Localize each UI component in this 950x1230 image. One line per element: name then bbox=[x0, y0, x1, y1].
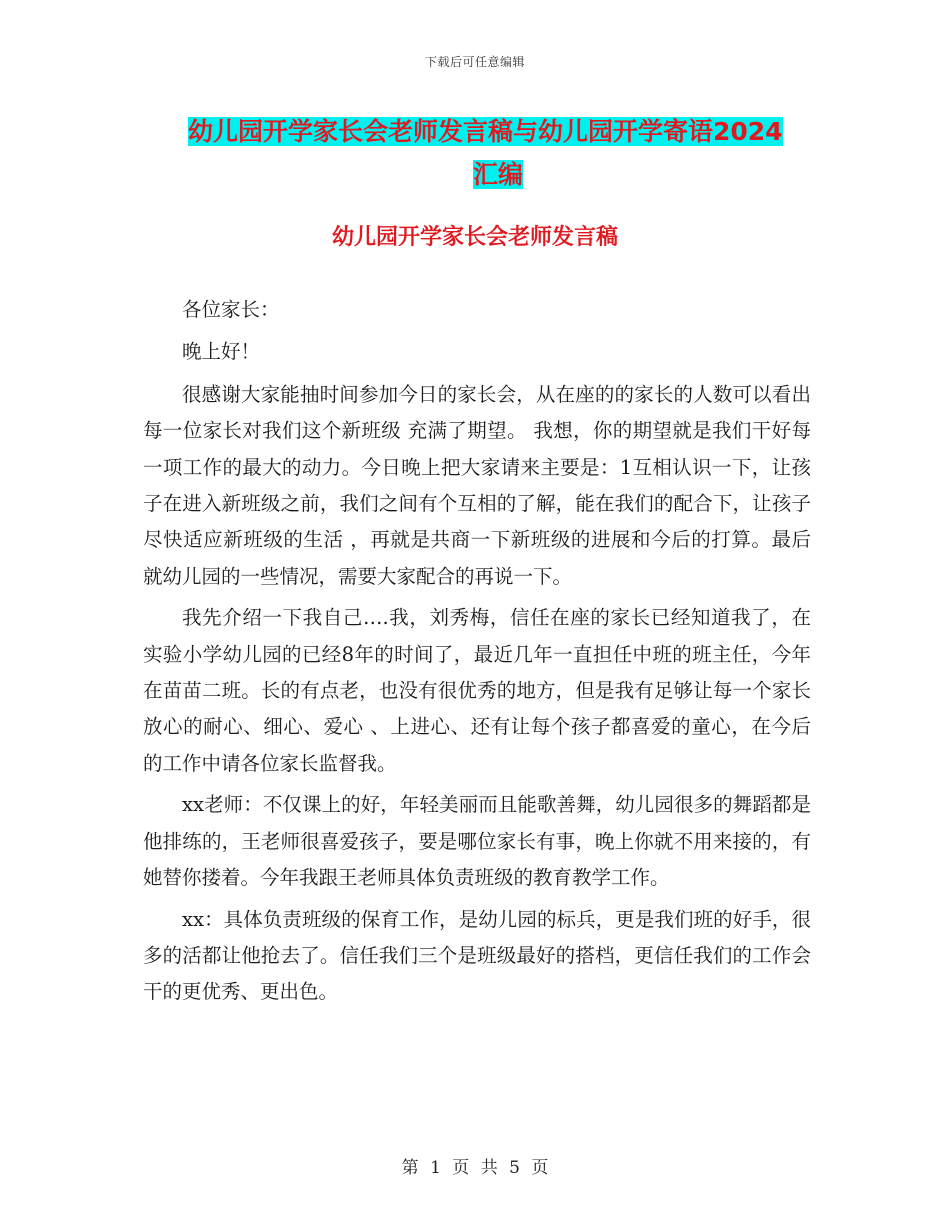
title-line-1: 幼儿园开学家长会老师发言稿与幼儿园开学寄语2024 bbox=[188, 117, 783, 146]
document-body bbox=[143, 292, 811, 1011]
header-note: 下载后可任意编辑 bbox=[424, 55, 525, 69]
document-title bbox=[188, 110, 808, 196]
page-footer: 第 1 页 共 5 页 bbox=[401, 1158, 549, 1178]
paragraph: xx老师：不仅课上的好，年轻美丽而且能歌善舞，幼儿园很多的舞蹈都是他排练的，王老师很喜爱孩子，要是哪位家长有事，晚上你就不用来接的，有她替你搂着。今年我跟王老师具体负责班级的教育教学工作。 bbox=[143, 793, 811, 890]
paragraph: 我先介绍一下我自己….我，刘秀梅，信任在座的家长已经知道我了，在实验小学幼儿园的已经8年的时间了，最近几年一直担任中班的班主任，今年在苗苗二班。长的有点老，也没有很优秀的地方，但是我有足够让每一个家长放心的耐心、细心、爱心 、上进心、还有让每个孩子都喜爱的童心，在今后的工作中请各位家长监督我。 bbox=[143, 606, 811, 775]
salutation: 各位家长： bbox=[182, 298, 280, 321]
greeting: 晚上好！ bbox=[182, 340, 261, 364]
paragraph: 很感谢大家能抽时间参加今日的家长会，从在座的的家长的人数可以看出每一位家长对我们这个新班级 充满了期望。 我想，你的期望就是我们干好每一项工作的最大的动力。今日晚上把大家请来主要是：1互相认识一下，让孩子在进入新班级之前，我们之间有个互相的了解，能在我们的配合下，让孩子尽快适应新班级的生活 ，再就是共商一下新班级的进展和今后的打算。最后就幼儿园的一些情况，需要大家配合的再说一下。 bbox=[143, 382, 811, 588]
paragraph: xx：具体负责班级的保育工作，是幼儿园的标兵，更是我们班的好手，很多的活都让他抢去了。信任我们三个是班级最好的搭档，更信任我们的工作会干的更优秀、更出色。 bbox=[143, 907, 811, 1004]
title-line-2: 汇编 bbox=[472, 160, 523, 189]
section-title: 幼儿园开学家长会老师发言稿 bbox=[331, 225, 618, 250]
